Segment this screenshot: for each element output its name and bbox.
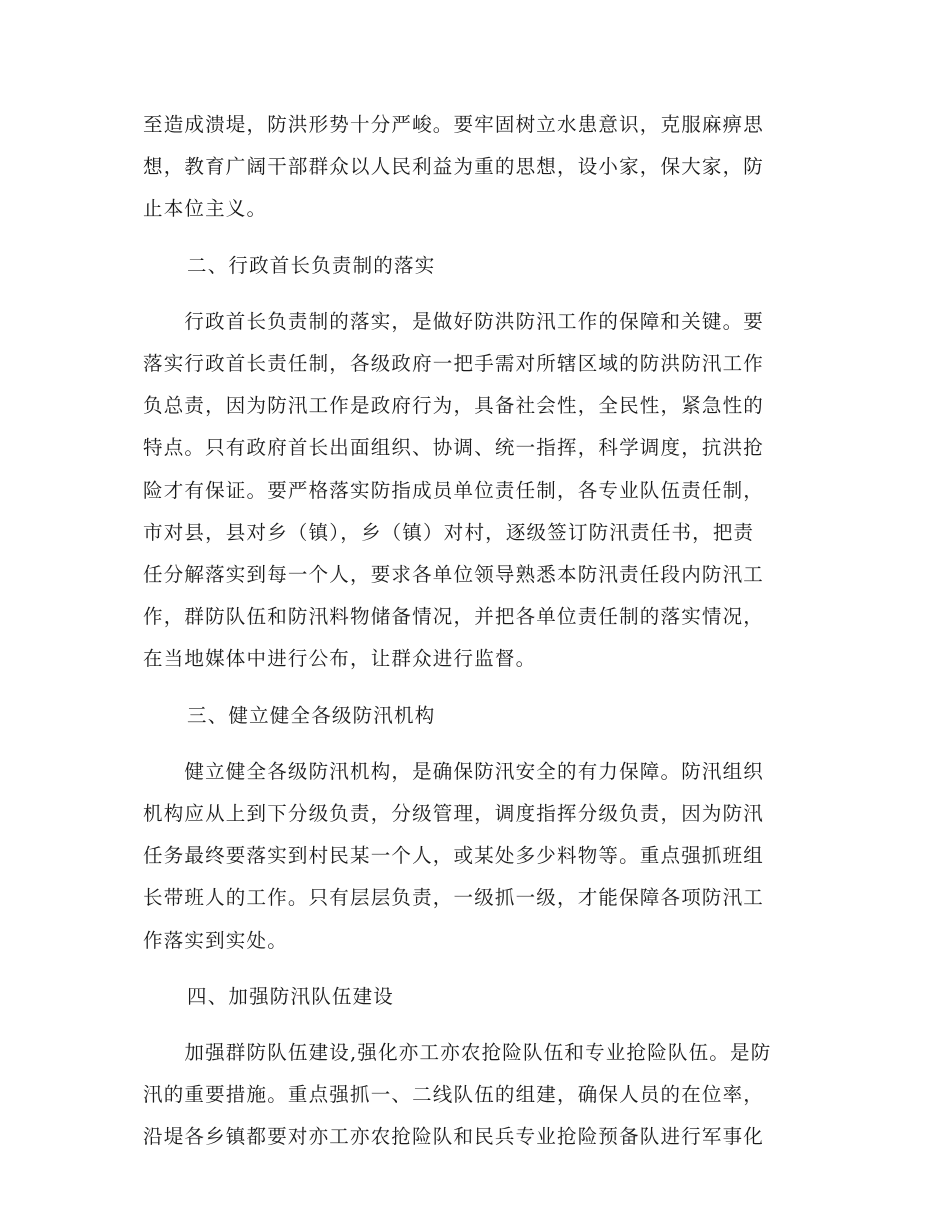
text-line: 特点。只有政府首长出面组织、协调、统一指挥，科学调度，抗洪抢: [143, 436, 765, 460]
text-line: 任分解落实到每一个人，要求各单位领导熟悉本防汛责任段内防汛工: [143, 563, 765, 587]
paragraph-intro-continuation: [143, 104, 808, 231]
section-heading-3: 三、健立健全各级防汛机构: [187, 703, 436, 727]
text-line: 长带班人的工作。只有层层负责，一级抓一级，才能保障各项防汛工: [143, 886, 765, 910]
text-line: 行政首长负责制的落实，是做好防洪防汛工作的保障和关键。要: [143, 309, 765, 333]
section-heading-2: 二、行政首长负责制的落实: [187, 253, 436, 277]
text-line: 止本位主义。: [143, 197, 268, 221]
text-line: 加强群防队伍建设,强化亦工亦农抢险队伍和专业抢险队伍。是防: [143, 1041, 772, 1065]
paragraph-section-3: [143, 751, 808, 962]
text-line: 健立健全各级防汛机构，是确保防汛安全的有力保障。防汛组织: [143, 759, 765, 783]
text-line: 机构应从上到下分级负责，分级管理，调度指挥分级负责，因为防汛: [143, 802, 765, 826]
text-line: 负总责，因为防汛工作是政府行为，具备社会性，全民性，紧急性的: [143, 394, 765, 418]
text-line: 至造成溃堤，防洪形势十分严峻。要牢固树立水患意识，克服麻痹思: [143, 113, 765, 136]
text-line: 想，教育广阔干部群众以人民利益为重的思想，设小家，保大家，防: [143, 155, 765, 179]
section-heading-4: 四、加强防汛队伍建设: [187, 984, 395, 1008]
paragraph-section-4: [143, 1032, 808, 1159]
text-line: 险才有保证。要严格落实防指成员单位责任制，各专业队伍责任制，: [143, 478, 765, 502]
text-line: 作落实到实处。: [143, 928, 288, 952]
text-line: 汛的重要措施。重点强抓一、二线队伍的组建，确保人员的在位率，: [143, 1083, 765, 1107]
text-line: 作，群防队伍和防汛料物储备情况，并把各单位责任制的落实情况，: [143, 605, 765, 629]
text-line: 在当地媒体中进行公布，让群众进行监督。: [143, 647, 537, 671]
paragraph-section-2: [143, 301, 808, 681]
text-line: 沿堤各乡镇都要对亦工亦农抢险队和民兵专业抢险预备队进行军事化: [143, 1125, 765, 1149]
text-line: 任务最终要落实到村民某一个人，或某处多少料物等。重点强抓班组: [143, 844, 765, 868]
text-line: 市对县，县对乡（镇），乡（镇）对村，逐级签订防汛责任书，把责: [143, 520, 755, 544]
document-body: [143, 104, 808, 1173]
text-line: 落实行政首长责任制，各级政府一把手需对所辖区域的防洪防汛工作: [143, 352, 765, 376]
